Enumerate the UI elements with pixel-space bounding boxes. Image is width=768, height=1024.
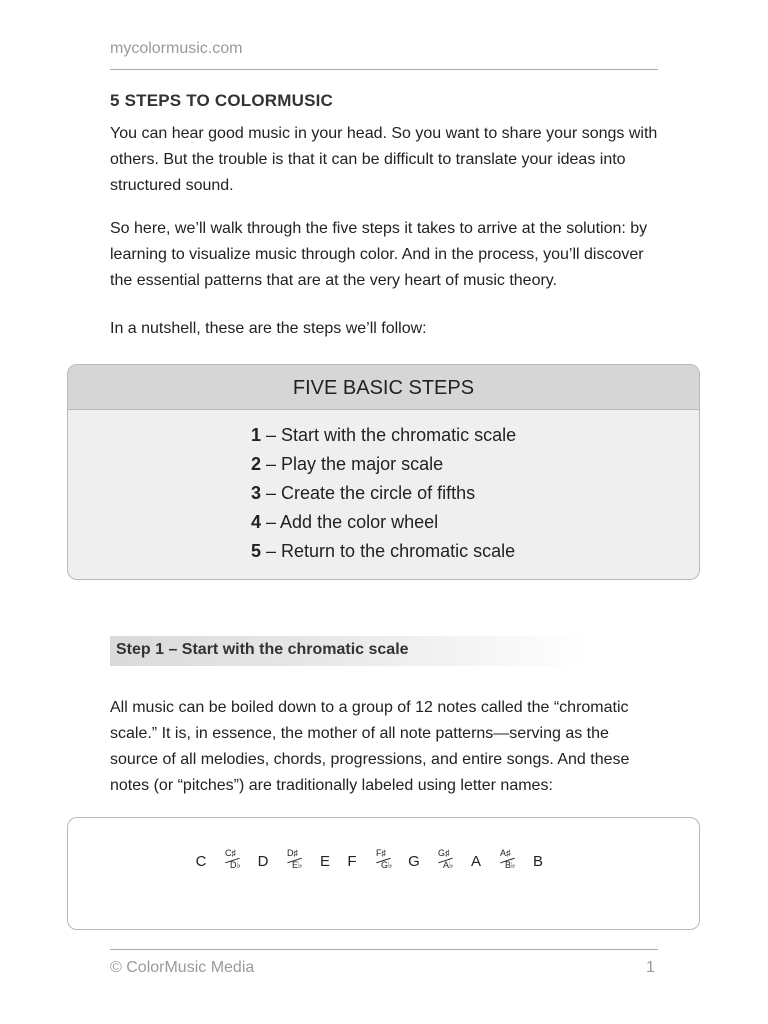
note-c: C [195, 852, 207, 870]
section-heading: 5 STEPS TO COLORMUSIC [110, 91, 334, 110]
step1-title: Step 1 – Start with the chromatic scale [116, 641, 409, 658]
step-text: – Create the circle of fifths [261, 483, 476, 503]
footer-copyright: © ColorMusic Media [110, 959, 255, 976]
steps-list [251, 421, 516, 566]
intro-paragraph-3: In a nutshell, these are the steps we’ll follow: [110, 320, 427, 337]
step1-heading-bar [110, 636, 590, 666]
list-item [251, 450, 516, 479]
step-text: – Return to the chromatic scale [261, 541, 516, 561]
step-text: – Start with the chromatic scale [261, 425, 517, 445]
page-number: 1 [646, 959, 655, 976]
step-number: 4 [251, 512, 262, 532]
note-flat-label: A♭ [443, 860, 454, 870]
five-steps-title: FIVE BASIC STEPS [68, 365, 699, 410]
note-sharp-label: G♯ [438, 848, 450, 858]
site-url: mycolormusic.com [110, 40, 243, 57]
step-number: 2 [251, 454, 262, 474]
note-d-sharp-e-flat [284, 848, 304, 874]
step-number: 5 [251, 541, 262, 561]
list-item [251, 479, 516, 508]
intro-paragraph-1: You can hear good music in your head. So you want to share your songs with others. But the trouble is that it can be difficult to translate your ideas into structured sound. [110, 125, 658, 194]
chromatic-notes-row [195, 846, 544, 876]
note-a: A [470, 852, 481, 870]
note-b: B [532, 852, 543, 870]
intro-paragraph-2: So here, we’ll walk through the five steps it takes to arrive at the solution: by learning to visualize music through color. And in the process, you’ll discover the essential patterns that are at the very heart of music theory. [110, 220, 648, 289]
step1-paragraph: All music can be boiled down to a group of 12 notes called the “chromatic scale.” It is, in essence, the mother of all note patterns—serving as the source of all melodies, chords, progressions, and entire songs. And these notes (or “pitches”) are traditionally labeled using letter names: [110, 699, 630, 794]
note-d: D [257, 852, 269, 870]
note-sharp-label: C♯ [225, 848, 236, 858]
note-flat-label: B♭ [505, 860, 516, 870]
step-number: 3 [251, 483, 262, 503]
note-flat-label: G♭ [381, 860, 393, 870]
note-e: E [319, 852, 330, 870]
footer-divider [110, 949, 658, 950]
note-g-sharp-a-flat [435, 848, 455, 874]
note-a-sharp-b-flat [497, 848, 517, 874]
header-divider [110, 69, 658, 70]
note-g: G [408, 852, 420, 870]
step-number: 1 [251, 425, 262, 445]
five-steps-box [67, 364, 700, 580]
list-item [251, 537, 516, 566]
step-text: – Play the major scale [261, 454, 444, 474]
note-sharp-label: F♯ [376, 848, 386, 858]
note-sharp-label: A♯ [500, 848, 511, 858]
note-flat-label: D♭ [230, 860, 241, 870]
note-flat-label: E♭ [292, 860, 303, 870]
list-item [251, 508, 516, 537]
note-sharp-label: D♯ [287, 848, 298, 858]
note-f: F [347, 852, 357, 870]
step-text: – Add the color wheel [261, 512, 439, 532]
note-f-sharp-g-flat [373, 848, 393, 874]
note-c-sharp-d-flat [222, 848, 242, 874]
list-item [251, 421, 516, 450]
